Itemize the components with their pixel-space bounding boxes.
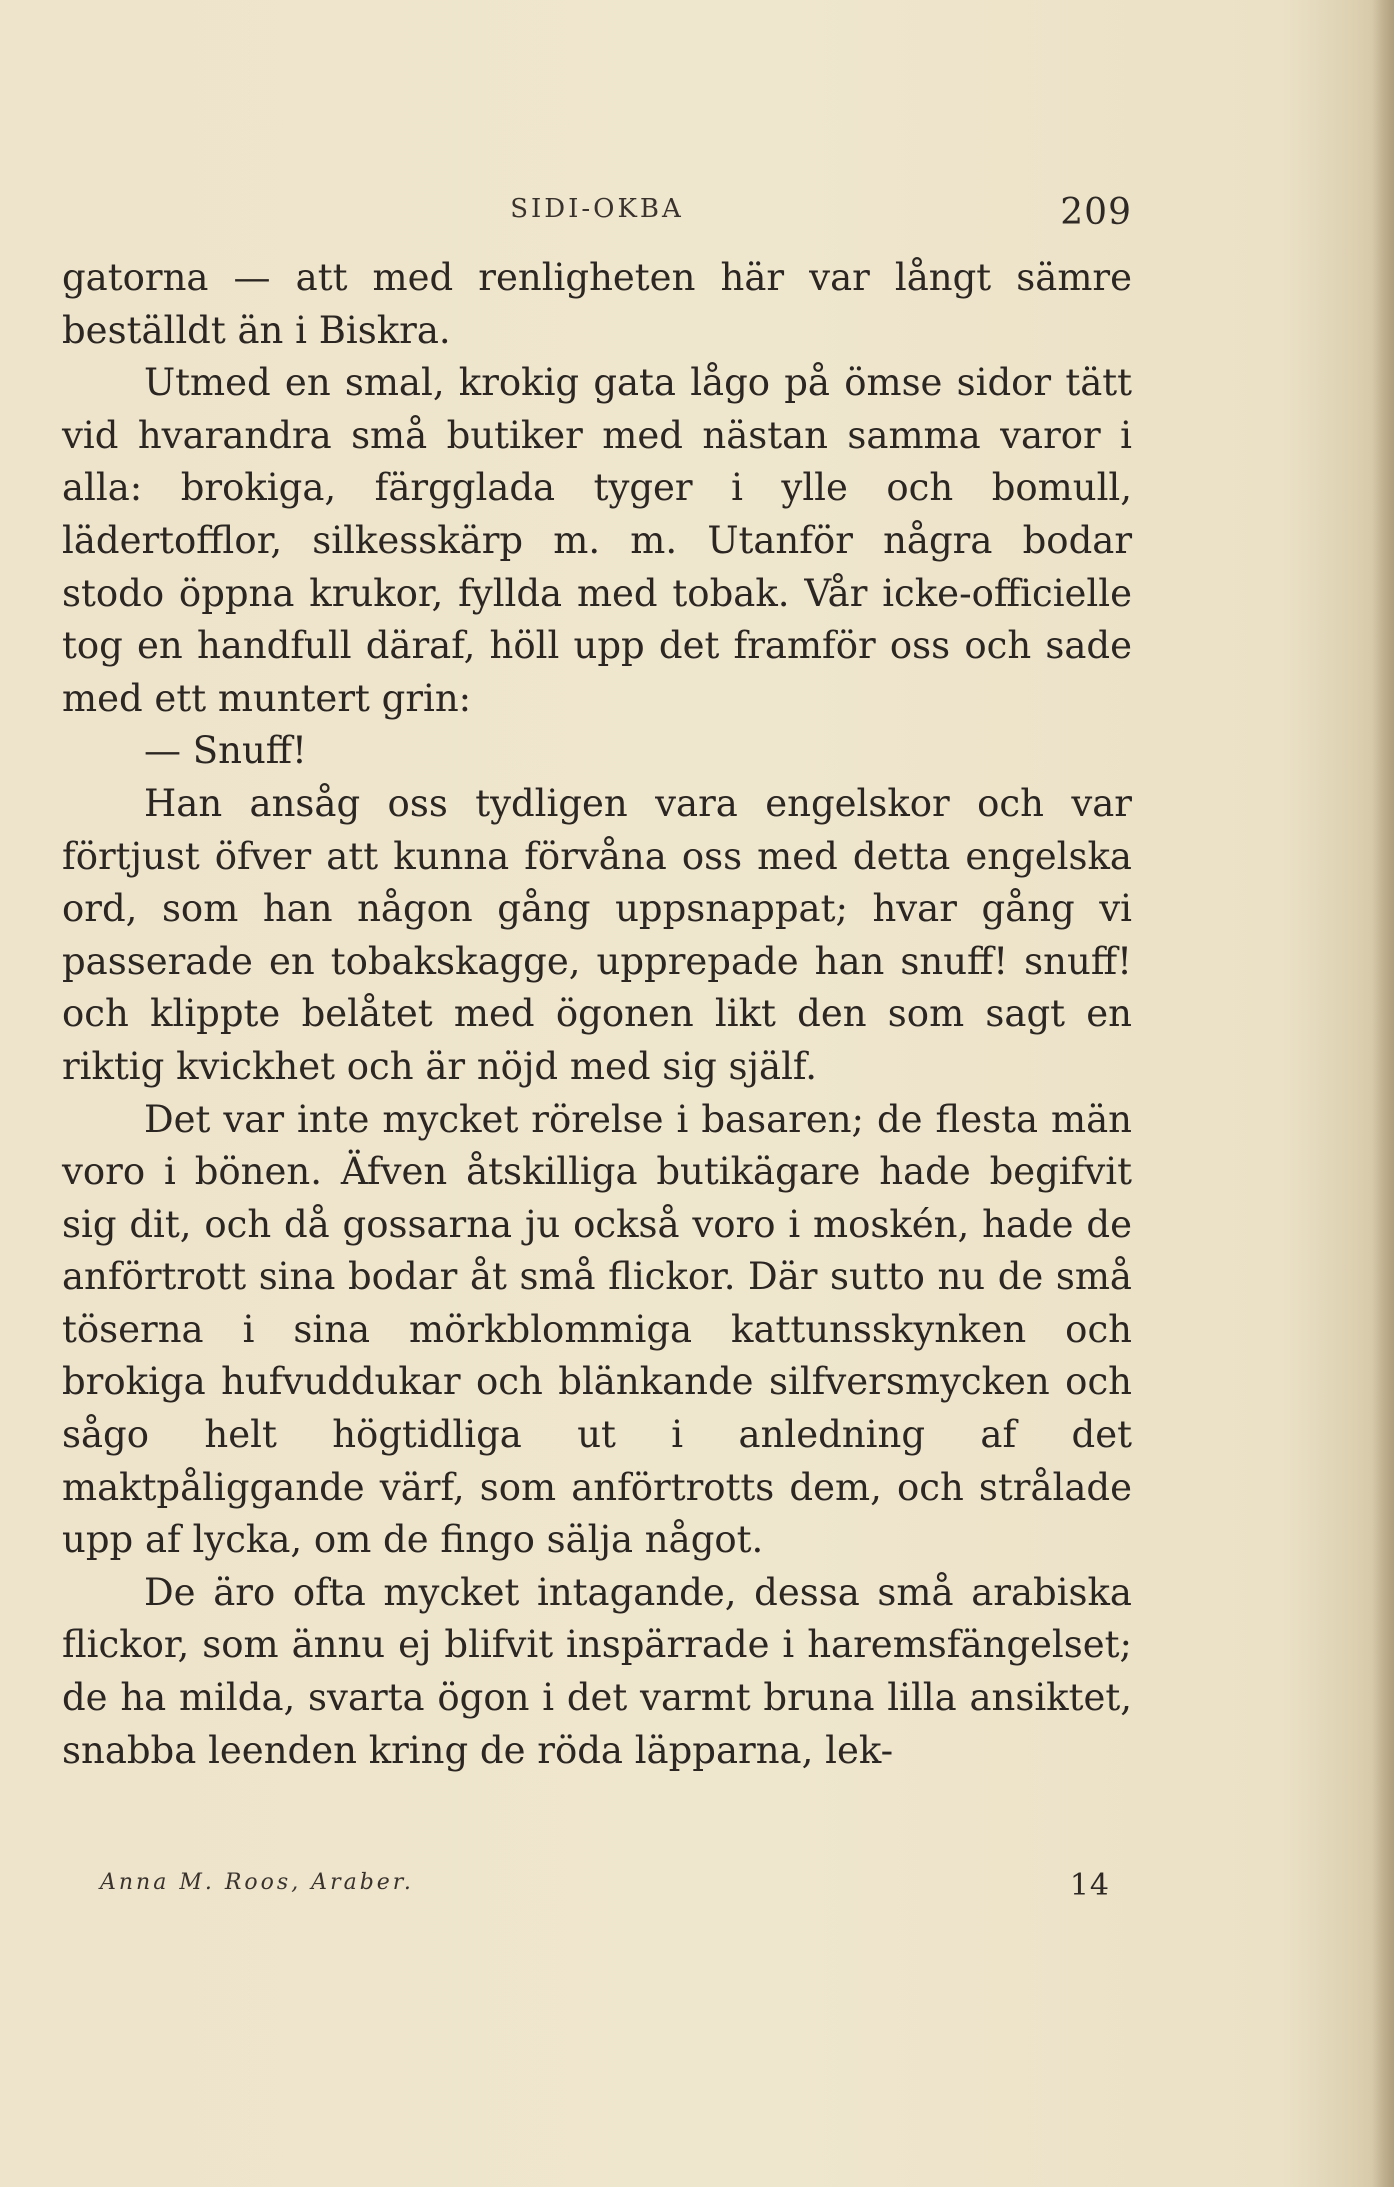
paragraph: — Snuff! <box>144 729 307 773</box>
paragraph: gatorna — att med renligheten här var långt sämre beställdt än i Biskra. <box>62 256 1132 352</box>
paragraph: Han ansåg oss tydligen vara engelskor och var förtjust öfver att kunna förvåna oss med detta engelska ord, som han någon gång uppsnappat; hvar gång vi passerade en tobakskagge, upprepade han snuff! snuff! och klippte belåtet med ögonen likt den som sagt en riktig kvickhet och är nöjd med sig själf. <box>62 781 1132 1088</box>
printer-signature: Anna M. Roos, Araber. <box>100 1870 414 1895</box>
paragraph: Utmed en smal, krokig gata lågo på ömse sidor tätt vid hvarandra små butiker med nästan samma varor i alla: brokiga, färgglada tyger i ylle och bomull, lädertofflor, silkesskärp m. m. Utanför några bodar stodo öppna krukor, fyllda med tobak. Vår icke-officielle tog en handfull däraf, höll upp det framför oss och sade med ett muntert grin: <box>62 361 1132 720</box>
running-head: SIDI-OKBA <box>510 194 684 224</box>
page-edge-shadow <box>1372 0 1394 2187</box>
page-header <box>62 186 1132 236</box>
sheet-number: 14 <box>1069 1868 1110 1903</box>
page-footer <box>100 1862 1110 1912</box>
paragraph: De äro ofta mycket intagande, dessa små arabiska flickor, som ännu ej blifvit inspärrade i haremsfängelset; de ha milda, svarta ögon i det varmt bruna lilla ansiktet, snabba leenden kring de röda läpparna, lek- <box>62 1570 1132 1772</box>
paragraph: Det var inte mycket rörelse i basaren; de flesta män voro i bönen. Äfven åtskilliga butikägare hade begifvit sig dit, och då gossarna ju också voro i moskén, hade de anförtrott sina bodar åt små flickor. Där sutto nu de små töserna i sina mörkblommiga kattunsskynken och brokiga hufvuddukar och blänkande silfversmycken och sågo helt högtidliga ut i anledning af det maktpåliggande värf, som anförtrotts dem, och strålade upp af lycka, om de fingo sälja något. <box>62 1097 1132 1562</box>
page-number: 209 <box>1060 192 1132 233</box>
body-text <box>62 252 1132 1777</box>
